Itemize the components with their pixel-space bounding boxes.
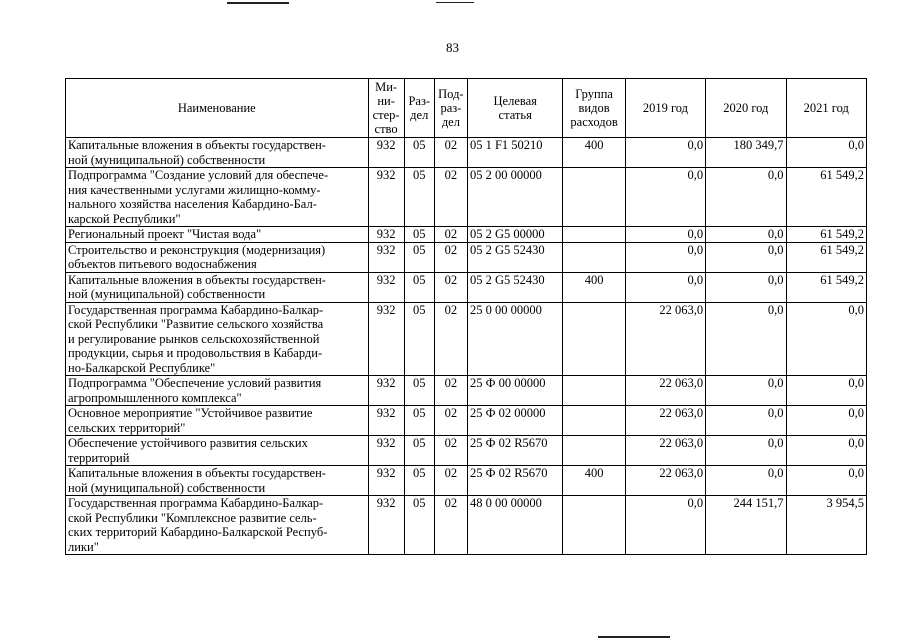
subsection-cell: 02: [434, 436, 467, 466]
table-row: [66, 466, 867, 496]
expense-group-cell: [563, 242, 625, 272]
amount-2021-cell: 0,0: [786, 302, 866, 376]
section-cell: 05: [404, 376, 434, 406]
header-2020: 2020 год: [706, 79, 786, 138]
amount-2020-cell: 0,0: [706, 376, 786, 406]
header-subsection: Под- раз- дел: [434, 79, 467, 138]
amount-2020-cell: 244 151,7: [706, 496, 786, 555]
target-item-cell: 05 2 G5 52430: [467, 272, 562, 302]
amount-2019-cell: 22 063,0: [625, 466, 705, 496]
ministry-cell: 932: [368, 466, 404, 496]
expense-group-cell: [563, 227, 625, 243]
header-2021: 2021 год: [786, 79, 866, 138]
scan-mark-top-left: [227, 2, 289, 4]
ministry-cell: 932: [368, 376, 404, 406]
target-item-cell: 48 0 00 00000: [467, 496, 562, 555]
table-row: [66, 496, 867, 555]
section-cell: 05: [404, 138, 434, 168]
subsection-cell: 02: [434, 376, 467, 406]
table-row: [66, 436, 867, 466]
amount-2021-cell: 0,0: [786, 406, 866, 436]
scan-mark-bottom: [598, 636, 670, 638]
amount-2019-cell: 0,0: [625, 242, 705, 272]
budget-table: [65, 78, 867, 555]
scan-mark-top-center: [436, 2, 474, 3]
name-cell: Капитальные вложения в объекты государствен- ной (муниципальной) собственности: [66, 138, 369, 168]
section-cell: 05: [404, 242, 434, 272]
amount-2021-cell: 0,0: [786, 138, 866, 168]
subsection-cell: 02: [434, 406, 467, 436]
section-cell: 05: [404, 272, 434, 302]
expense-group-cell: 400: [563, 272, 625, 302]
page-number: 83: [446, 40, 459, 55]
amount-2019-cell: 22 063,0: [625, 436, 705, 466]
subsection-cell: 02: [434, 496, 467, 555]
expense-group-cell: 400: [563, 466, 625, 496]
ministry-cell: 932: [368, 436, 404, 466]
header-section: Раз- дел: [404, 79, 434, 138]
amount-2021-cell: 61 549,2: [786, 168, 866, 227]
amount-2021-cell: 61 549,2: [786, 242, 866, 272]
header-target-item: Целевая статья: [467, 79, 562, 138]
table-row: [66, 302, 867, 376]
name-cell: Подпрограмма "Создание условий для обеспече- ния качественными услугами жилищно-комму- нального хозяйства населения Кабардино-Бал- карской Республики": [66, 168, 369, 227]
expense-group-cell: [563, 302, 625, 376]
amount-2020-cell: 0,0: [706, 466, 786, 496]
name-cell: Основное мероприятие "Устойчивое развитие сельских территорий": [66, 406, 369, 436]
amount-2019-cell: 22 063,0: [625, 406, 705, 436]
amount-2021-cell: 0,0: [786, 376, 866, 406]
amount-2020-cell: 0,0: [706, 302, 786, 376]
subsection-cell: 02: [434, 302, 467, 376]
name-cell: Капитальные вложения в объекты государствен- ной (муниципальной) собственности: [66, 466, 369, 496]
header-name: Наименование: [66, 79, 369, 138]
ministry-cell: 932: [368, 242, 404, 272]
target-item-cell: 25 Ф 00 00000: [467, 376, 562, 406]
subsection-cell: 02: [434, 272, 467, 302]
expense-group-cell: [563, 436, 625, 466]
amount-2019-cell: 0,0: [625, 168, 705, 227]
name-cell: Государственная программа Кабардино-Балкар- ской Республики "Развитие сельского хозяйства и регулирование рынков сельскохозяйственной продукции, сырья и продовольствия в Кабарди- но-Балкарской Республике": [66, 302, 369, 376]
header-ministry: Ми- ни- стер- ство: [368, 79, 404, 138]
target-item-cell: 05 2 G5 00000: [467, 227, 562, 243]
name-cell: Строительство и реконструкция (модернизация) объектов питьевого водоснабжения: [66, 242, 369, 272]
target-item-cell: 05 1 F1 50210: [467, 138, 562, 168]
subsection-cell: 02: [434, 227, 467, 243]
table-row: [66, 242, 867, 272]
ministry-cell: 932: [368, 138, 404, 168]
expense-group-cell: [563, 406, 625, 436]
amount-2021-cell: 0,0: [786, 436, 866, 466]
amount-2021-cell: 3 954,5: [786, 496, 866, 555]
section-cell: 05: [404, 406, 434, 436]
header-2019: 2019 год: [625, 79, 705, 138]
amount-2019-cell: 0,0: [625, 138, 705, 168]
subsection-cell: 02: [434, 168, 467, 227]
amount-2019-cell: 0,0: [625, 272, 705, 302]
name-cell: Капитальные вложения в объекты государствен- ной (муниципальной) собственности: [66, 272, 369, 302]
ministry-cell: 932: [368, 302, 404, 376]
expense-group-cell: [563, 376, 625, 406]
amount-2020-cell: 0,0: [706, 242, 786, 272]
section-cell: 05: [404, 436, 434, 466]
table-row: [66, 227, 867, 243]
target-item-cell: 05 2 00 00000: [467, 168, 562, 227]
amount-2021-cell: 61 549,2: [786, 227, 866, 243]
section-cell: 05: [404, 496, 434, 555]
amount-2020-cell: 0,0: [706, 436, 786, 466]
table-body: [66, 138, 867, 555]
amount-2019-cell: 0,0: [625, 496, 705, 555]
amount-2020-cell: 0,0: [706, 227, 786, 243]
ministry-cell: 932: [368, 168, 404, 227]
amount-2019-cell: 22 063,0: [625, 376, 705, 406]
target-item-cell: 25 Ф 02 00000: [467, 406, 562, 436]
table-row: [66, 272, 867, 302]
header-row: [66, 79, 867, 138]
section-cell: 05: [404, 302, 434, 376]
table-row: [66, 168, 867, 227]
amount-2020-cell: 0,0: [706, 406, 786, 436]
subsection-cell: 02: [434, 242, 467, 272]
target-item-cell: 25 Ф 02 R5670: [467, 466, 562, 496]
amount-2020-cell: 0,0: [706, 272, 786, 302]
expense-group-cell: [563, 168, 625, 227]
table-row: [66, 138, 867, 168]
expense-group-cell: [563, 496, 625, 555]
section-cell: 05: [404, 168, 434, 227]
section-cell: 05: [404, 227, 434, 243]
target-item-cell: 05 2 G5 52430: [467, 242, 562, 272]
expense-group-cell: 400: [563, 138, 625, 168]
target-item-cell: 25 Ф 02 R5670: [467, 436, 562, 466]
amount-2020-cell: 0,0: [706, 168, 786, 227]
amount-2021-cell: 61 549,2: [786, 272, 866, 302]
ministry-cell: 932: [368, 406, 404, 436]
amount-2021-cell: 0,0: [786, 466, 866, 496]
table-row: [66, 406, 867, 436]
amount-2019-cell: 0,0: [625, 227, 705, 243]
name-cell: Обеспечение устойчивого развития сельских территорий: [66, 436, 369, 466]
amount-2020-cell: 180 349,7: [706, 138, 786, 168]
name-cell: Подпрограмма "Обеспечение условий развития агропромышленного комплекса": [66, 376, 369, 406]
name-cell: Государственная программа Кабардино-Балкар- ской Республики "Комплексное развитие сель- ских территорий Кабардино-Балкарской Респуб- лики": [66, 496, 369, 555]
subsection-cell: 02: [434, 138, 467, 168]
table-row: [66, 376, 867, 406]
name-cell: Региональный проект "Чистая вода": [66, 227, 369, 243]
amount-2019-cell: 22 063,0: [625, 302, 705, 376]
subsection-cell: 02: [434, 466, 467, 496]
ministry-cell: 932: [368, 272, 404, 302]
ministry-cell: 932: [368, 496, 404, 555]
header-expense-group: Группа видов расходов: [563, 79, 625, 138]
ministry-cell: 932: [368, 227, 404, 243]
target-item-cell: 25 0 00 00000: [467, 302, 562, 376]
section-cell: 05: [404, 466, 434, 496]
